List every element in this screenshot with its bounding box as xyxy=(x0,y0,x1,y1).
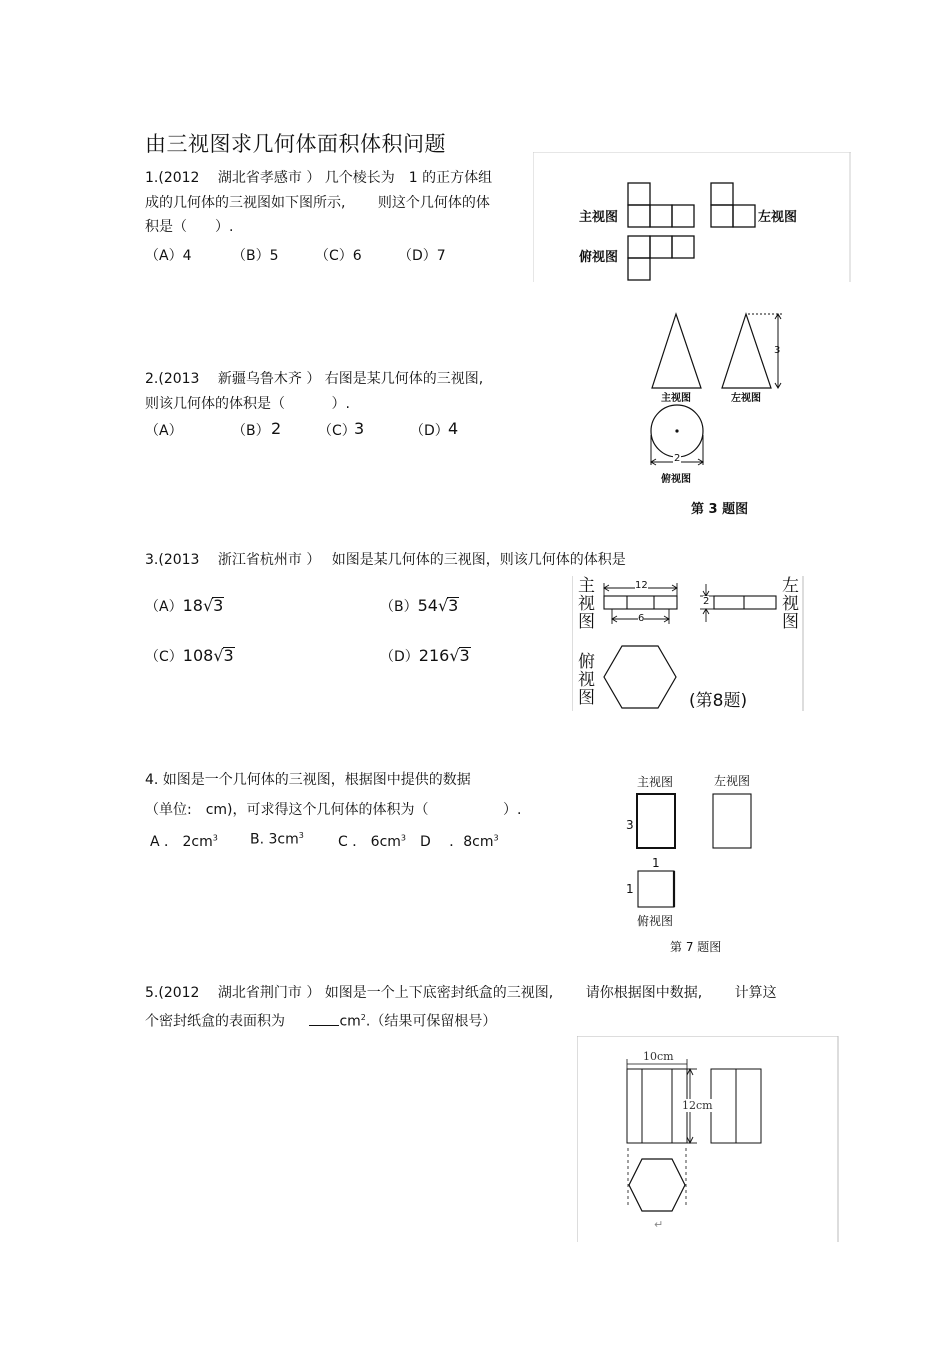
q2-option-c-value: 3 xyxy=(354,419,365,438)
q3-front-label: 主视图 xyxy=(578,576,595,632)
q2-top-label: 俯视图 xyxy=(661,474,691,485)
q4-option-a xyxy=(150,831,218,851)
return-mark-icon: ↵ xyxy=(654,1218,664,1231)
q5-left-view xyxy=(711,1069,761,1143)
q2-front-label: 主视图 xyxy=(661,393,691,404)
q1-option-b: （B）5 xyxy=(232,248,279,264)
q4-caption: 第 7 题图 xyxy=(670,940,722,954)
q3-option-d-radicand: 3 xyxy=(459,646,470,665)
q3-left-label: 左视图 xyxy=(782,576,799,632)
q2-circle-center xyxy=(675,429,678,432)
q3-option-d xyxy=(380,646,471,666)
q5-unit: cm xyxy=(339,1013,361,1030)
q4-line2: （单位: cm)，可求得这个几何体的体积为（ ）. xyxy=(145,802,522,818)
q5-line2 xyxy=(145,1008,496,1032)
q3-dim-6-label: 6 xyxy=(638,613,645,624)
q4-top-label: 俯视图 xyxy=(637,914,674,928)
q3-option-d-coef: 216 xyxy=(418,646,450,665)
q3-front-view xyxy=(604,596,677,609)
q3-three-views-svg xyxy=(572,576,804,711)
q3-option-b-radicand: 3 xyxy=(448,596,459,615)
q3-option-b-label: （B） xyxy=(380,599,418,615)
q1-front-label: 主视图 xyxy=(579,210,619,225)
q4-option-a-label: A ． 2cm xyxy=(150,834,213,850)
q4-three-views-svg xyxy=(620,770,770,930)
q1-left-view xyxy=(711,183,755,227)
q3-option-b-coef: 54 xyxy=(417,596,438,615)
q3-option-a-coef: 18 xyxy=(182,596,203,615)
q3-dim-2-label: 2 xyxy=(703,596,710,607)
q1-top-label: 俯视图 xyxy=(579,250,619,265)
q4-option-d-sup: 3 xyxy=(493,833,499,843)
q3-caption: (第8题) xyxy=(689,691,748,711)
q1-option-c: （C）6 xyxy=(315,248,362,264)
q3-option-a xyxy=(145,596,224,616)
q5-line2-text: 个密封纸盒的表面积为 xyxy=(145,1013,285,1030)
q5-top-hexagon xyxy=(629,1159,685,1211)
q5-line2-tail: .（结果可保留根号） xyxy=(365,1013,497,1030)
q2-option-b: （B） xyxy=(232,423,270,439)
q3-option-c-coef: 108 xyxy=(182,646,214,665)
q4-option-b-sup: 3 xyxy=(298,831,304,840)
q4-top-rect xyxy=(638,871,674,907)
q3-dim-12-label: 12 xyxy=(635,580,648,591)
q5-width-label: 10cm xyxy=(643,1050,674,1063)
q1-line1: 1.(2012 湖北省孝感市 ） 几个棱长为 1 的正方体组 xyxy=(145,170,493,186)
q5-front-view xyxy=(627,1069,687,1143)
q1-top-view xyxy=(628,236,694,280)
q2-left-label: 左视图 xyxy=(731,393,761,404)
q3-option-a-radicand: 3 xyxy=(213,596,224,615)
q2-figure xyxy=(640,305,820,520)
q2-line1: 2.(2013 新疆乌鲁木齐 ） 右图是某几何体的三视图, xyxy=(145,371,484,387)
q3-option-b xyxy=(380,596,459,616)
q4-option-b xyxy=(250,831,304,848)
q4-option-c xyxy=(338,831,406,851)
q4-figure xyxy=(620,770,770,960)
q4-depth-label: 1 xyxy=(626,882,634,896)
q5-unit-sup: 2 xyxy=(360,1013,366,1022)
q3-option-c xyxy=(145,646,235,666)
q2-option-a: （A） xyxy=(145,423,183,439)
q1-option-a: （A）4 xyxy=(145,248,192,264)
q4-option-a-sup: 3 xyxy=(212,833,218,843)
q5-projection-lines xyxy=(628,1148,686,1208)
q3-line1: 3.(2013 浙江省杭州市 ） 如图是某几何体的三视图，则该几何体的体积是 xyxy=(145,552,626,568)
q2-option-b-value: 2 xyxy=(271,419,282,438)
q2-left-triangle xyxy=(722,314,771,388)
q1-left-label: 左视图 xyxy=(758,210,798,225)
q5-line1: 5.(2012 湖北省荆门市 ） 如图是一个上下底密封纸盒的三视图, 请你根据图中数据, 计算这 xyxy=(145,985,777,1001)
q4-option-c-label: C ． 6cm xyxy=(338,834,401,850)
q4-option-b-label: B. 3cm xyxy=(250,831,299,848)
q4-front-label: 主视图 xyxy=(637,775,674,789)
q3-top-label: 俯视图 xyxy=(578,652,595,708)
q5-three-views-svg xyxy=(577,1036,839,1242)
q4-line1: 4. 如图是一个几何体的三视图，根据图中提供的数据 xyxy=(145,772,471,788)
q3-figure xyxy=(572,576,804,711)
q2-caption: 第 3 题图 xyxy=(691,502,749,517)
q3-option-c-radicand: 3 xyxy=(223,646,234,665)
q4-option-d-label: D ．8cm xyxy=(420,834,494,850)
sqrt-icon: √ xyxy=(213,646,224,665)
q2-diameter-label: 2 xyxy=(674,453,681,464)
q4-option-c-sup: 3 xyxy=(400,833,407,843)
q5-answer-blank[interactable] xyxy=(309,1013,339,1026)
q3-left-view xyxy=(714,596,776,609)
sqrt-icon: √ xyxy=(437,596,449,615)
q4-height-label: 3 xyxy=(626,818,634,832)
q1-line2: 成的几何体的三视图如下图所示, 则这个几何体的体 xyxy=(145,195,490,211)
q3-option-d-label: （D） xyxy=(380,649,419,665)
page-title: 由三视图求几何体面积体积问题 xyxy=(145,132,446,156)
sqrt-icon: √ xyxy=(202,596,214,615)
q4-width-label: 1 xyxy=(652,856,660,870)
q2-height-label: 3 xyxy=(774,345,781,356)
q2-option-d-value: 4 xyxy=(448,419,459,438)
q4-front-rect xyxy=(637,794,675,848)
q3-option-c-label: （C） xyxy=(145,649,183,665)
q5-figure xyxy=(577,1036,839,1242)
q1-line3: 积是（ ）. xyxy=(145,219,234,235)
q1-option-d: （D）7 xyxy=(398,248,446,264)
q4-left-label: 左视图 xyxy=(714,774,751,788)
sqrt-icon: √ xyxy=(449,646,460,665)
q5-height-label: 12cm xyxy=(682,1099,713,1112)
q3-top-hexagon xyxy=(604,646,676,708)
q3-option-a-label: （A） xyxy=(145,599,183,615)
q2-front-triangle xyxy=(652,314,701,388)
q1-figure xyxy=(533,152,851,282)
q2-line2: 则该几何体的体积是（ ）. xyxy=(145,396,350,412)
q2-option-c: （C） xyxy=(318,423,356,439)
q4-left-rect xyxy=(713,794,751,848)
q1-front-view xyxy=(628,183,694,227)
q4-option-d xyxy=(420,831,499,851)
q2-option-d: （D） xyxy=(410,423,449,439)
